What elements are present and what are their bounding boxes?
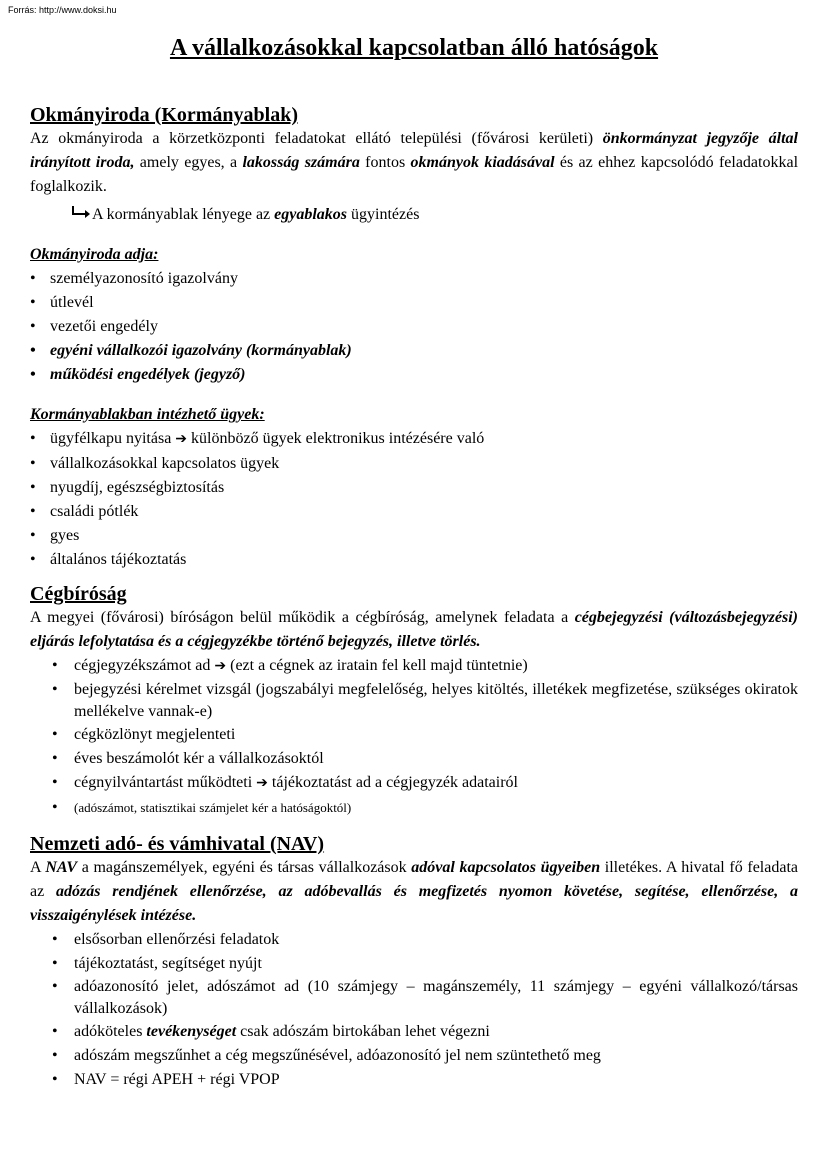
list-item: • adóköteles tevékenységet csak adószám birtokában lehet végezni	[30, 1020, 798, 1044]
list-item: • általános tájékoztatás	[30, 548, 798, 572]
list-item: • elsősorban ellenőrzési feladatok	[30, 928, 798, 952]
list-item: • nyugdíj, egészségbiztosítás	[30, 476, 798, 500]
list-item: • tájékoztatást, segítséget nyújt	[30, 952, 798, 976]
list-item: • útlevél	[30, 291, 798, 315]
section-heading-okmanyiroda: Okmányiroda (Kormányablak)	[30, 104, 298, 126]
subheading-kormanyablak-ugyek: Kormányablakban intézhető ügyek:	[30, 406, 265, 423]
list-item: • éves beszámolót kér a vállalkozásoktól	[30, 747, 798, 771]
list-item: • vállalkozásokkal kapcsolatos ügyek	[30, 452, 798, 476]
list-item: • cégközlönyt megjelenteti	[30, 723, 798, 747]
right-arrow-icon: ➔	[214, 659, 227, 674]
kormanyablak-list	[30, 427, 798, 572]
section-paragraph-okmanyiroda: Az okmányiroda a körzetközponti feladatokat ellátó települési (fővárosi kerületi) önkormányzat jegyzője által irányított iroda, amely egyes, a lakosság számára fontos okmányok kiadásával és az ehhez kapcsolódó feladatokkal foglalkozik.	[30, 130, 799, 195]
page-title: A vállalkozásokkal kapcsolatban álló hatóságok	[169, 35, 659, 61]
section-paragraph-cegbirosag: A megyei (fővárosi) bíróságon belül működik a cégbíróság, amelynek feladata a cégbejegyzési (változásbejegyzési) eljárás lefolytatása és a cégjegyzékbe történő bejegyzés, illetve törlés.	[30, 609, 798, 650]
document-page	[30, 30, 798, 1092]
right-arrow-icon: ➔	[175, 432, 188, 447]
list-item: • ügyfélkapu nyitása ➔ különböző ügyek elektronikus intézésére való	[30, 427, 798, 452]
list-item: • NAV = régi APEH + régi VPOP	[30, 1068, 798, 1092]
section-heading-nav: Nemzeti adó- és vámhivatal (NAV)	[30, 833, 325, 855]
return-arrow-icon	[70, 205, 92, 219]
right-arrow-icon: ➔	[256, 776, 268, 791]
section-heading-cegbirosag: Cégbíróság	[30, 583, 127, 605]
list-item: • egyéni vállalkozói igazolvány (kormányablak)	[30, 339, 798, 363]
cegbirosag-list	[30, 654, 798, 820]
list-item: • családi pótlék	[30, 500, 798, 524]
kormanyablak-note: A kormányablak lényege az egyablakos ügyintézés	[70, 203, 798, 227]
list-item: • cégnyilvántartást működteti ➔ tájékoztatást ad a cégjegyzék adatairól	[30, 771, 798, 796]
list-item: • adóazonosító jelet, adószámot ad (10 számjegy – magánszemély, 11 számjegy – egyéni vállalkozó/társas vállalkozások)	[30, 976, 798, 1020]
list-item: • vezetői engedély	[30, 315, 798, 339]
list-item: • bejegyzési kérelmet vizsgál (jogszabályi megfelelőség, helyes kitöltés, illetékek megfizetése, szükséges okiratok mellékelve vannak-e)	[30, 679, 798, 723]
subheading-okmanyiroda-adja: Okmányiroda adja:	[30, 246, 159, 263]
list-item: • személyazonosító igazolvány	[30, 267, 798, 291]
list-item: • (adószámot, statisztikai számjelet kér a hatóságoktól)	[30, 796, 798, 820]
section-paragraph-nav: A NAV a magánszemélyek, egyéni és társas vállalkozások adóval kapcsolatos ügyeiben illetékes. A hivatal fő feladata az adózás rendjének ellenőrzése, az adóbevallás és megfizetés nyomon követése, segítése, ellenőrzése, a visszaigénylések intézése.	[30, 859, 799, 924]
list-item: • gyes	[30, 524, 798, 548]
list-item: • cégjegyzékszámot ad ➔ (ezt a cégnek az iratain fel kell majd tüntetnie)	[30, 654, 798, 679]
okmanyiroda-list	[30, 267, 798, 387]
list-item: • adószám megszűnhet a cég megszűnésével, adóazonosító jel nem szüntethető meg	[30, 1044, 798, 1068]
nav-list	[30, 928, 798, 1092]
source-label: Forrás: http://www.doksi.hu	[8, 5, 117, 15]
list-item: • működési engedélyek (jegyző)	[30, 363, 798, 387]
